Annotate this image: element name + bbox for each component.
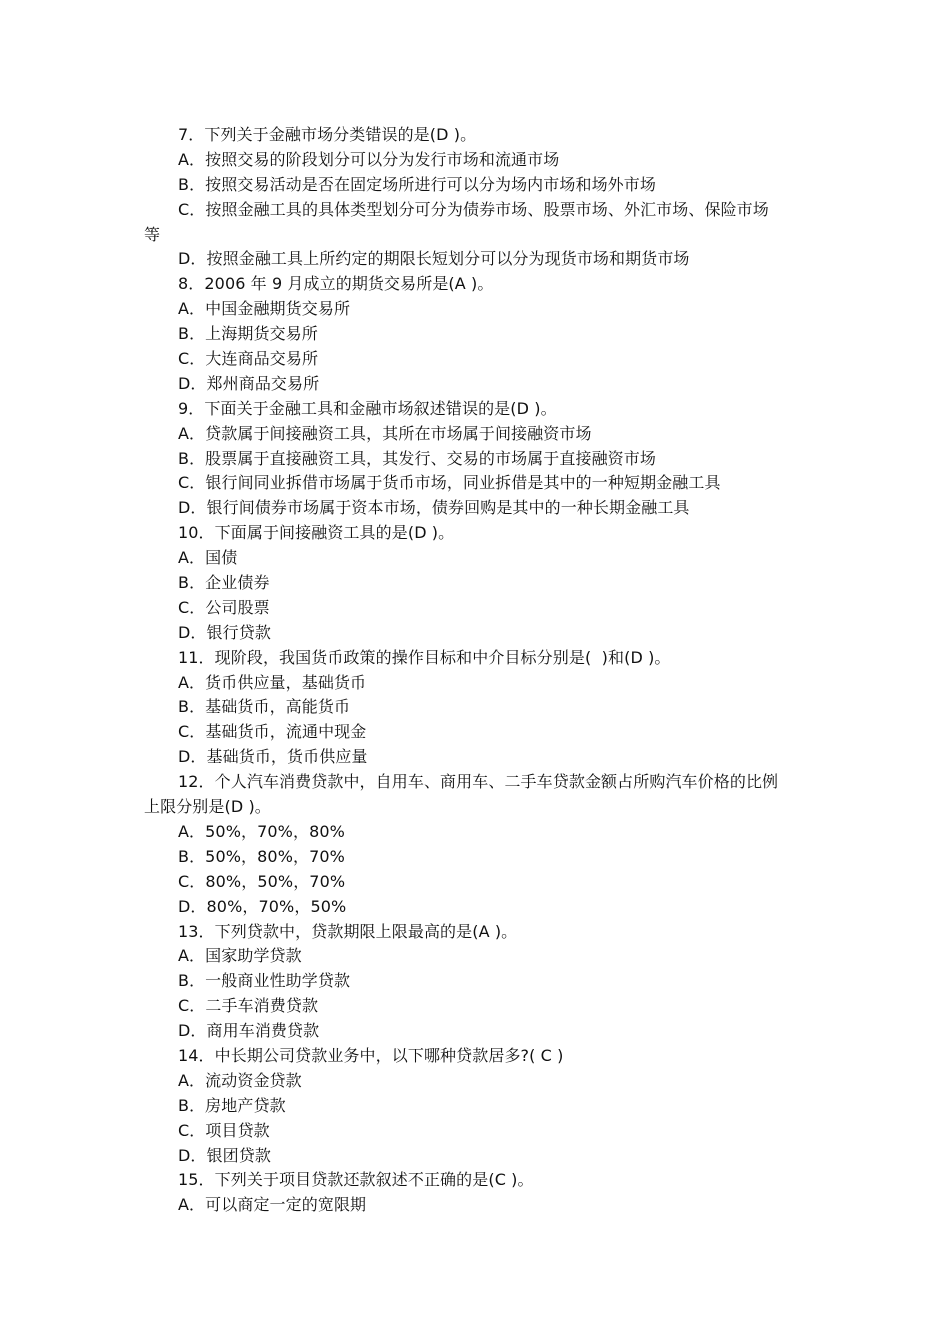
- text-line: B．企业债券: [178, 573, 270, 593]
- text-line: D．商用车消费贷款: [178, 1021, 320, 1041]
- text-line: D．80%，70%，50%: [178, 896, 347, 916]
- text-line: C．基础货币，流通中现金: [178, 722, 367, 742]
- text-line: B．房地产贷款: [178, 1095, 286, 1115]
- text-line: A．流动资金贷款: [178, 1070, 302, 1090]
- text-line: 9．下面关于金融工具和金融市场叙述错误的是(D )。: [178, 398, 557, 418]
- text-line: 11．现阶段，我国货币政策的操作目标和中介目标分别是( )和(D )。: [178, 647, 671, 667]
- text-line: 13．下列贷款中，贷款期限上限最高的是(A )。: [178, 921, 518, 941]
- text-line: B．股票属于直接融资工具，其发行、交易的市场属于直接融资市场: [178, 448, 656, 468]
- text-line: 7．下列关于金融市场分类错误的是(D )。: [178, 125, 477, 144]
- text-line: 上限分别是(D )。: [144, 797, 271, 817]
- text-line: D．银行贷款: [178, 622, 271, 642]
- text-line: A．中国金融期货交易所: [178, 299, 351, 319]
- text-line: D．银团贷款: [178, 1145, 271, 1165]
- text-line: A．50%，70%，80%: [178, 821, 345, 841]
- text-line: C．银行间同业拆借市场属于货币市场，同业拆借是其中的一种短期金融工具: [178, 473, 721, 493]
- text-line: A．货币供应量，基础货币: [178, 672, 367, 692]
- text-line: A．国家助学贷款: [178, 946, 302, 966]
- text-line: C．80%，50%，70%: [178, 871, 346, 891]
- text-line: D．基础货币，货币供应量: [178, 747, 368, 767]
- text-line: B．50%，80%，70%: [178, 846, 345, 866]
- text-line: 12．个人汽车消费贷款中，自用车、商用车、二手车贷款金额占所购汽车价格的比例: [178, 772, 779, 792]
- text-line: A．可以商定一定的宽限期: [178, 1195, 367, 1215]
- text-line: A．国债: [178, 548, 238, 568]
- text-line: C．按照金融工具的具体类型划分可分为债券市场、股票市场、外汇市场、保险市场: [178, 199, 769, 219]
- text-line: C．项目贷款: [178, 1120, 270, 1140]
- text-line: B．一般商业性助学贷款: [178, 971, 351, 991]
- text-line: 8．2006 年 9 月成立的期货交易所是(A )。: [178, 274, 494, 294]
- text-line: C．二手车消费贷款: [178, 996, 319, 1016]
- text-line: 15．下列关于项目贷款还款叙述不正确的是(C )。: [178, 1170, 534, 1190]
- text-line: D．按照金融工具上所约定的期限长短划分可以分为现货市场和期货市场: [178, 249, 690, 269]
- text-line: B．基础货币，高能货币: [178, 697, 351, 717]
- text-line: 10．下面属于间接融资工具的是(D )。: [178, 523, 455, 543]
- text-line: 等: [144, 224, 161, 244]
- text-line: C．大连商品交易所: [178, 349, 319, 369]
- text-line: A．按照交易的阶段划分可以分为发行市场和流通市场: [178, 149, 560, 169]
- document-body: [144, 123, 814, 1218]
- text-line: 14．中长期公司贷款业务中，以下哪种贷款居多?( C ): [178, 1045, 564, 1065]
- text-line: D．郑州商品交易所: [178, 373, 320, 393]
- text-line: C．公司股票: [178, 597, 270, 617]
- text-line: B．按照交易活动是否在固定场所进行可以分为场内市场和场外市场: [178, 174, 656, 194]
- text-line: B．上海期货交易所: [178, 324, 318, 344]
- text-line: D．银行间债券市场属于资本市场，债券回购是其中的一种长期金融工具: [178, 498, 690, 518]
- text-line: A．贷款属于间接融资工具，其所在市场属于间接融资市场: [178, 423, 592, 443]
